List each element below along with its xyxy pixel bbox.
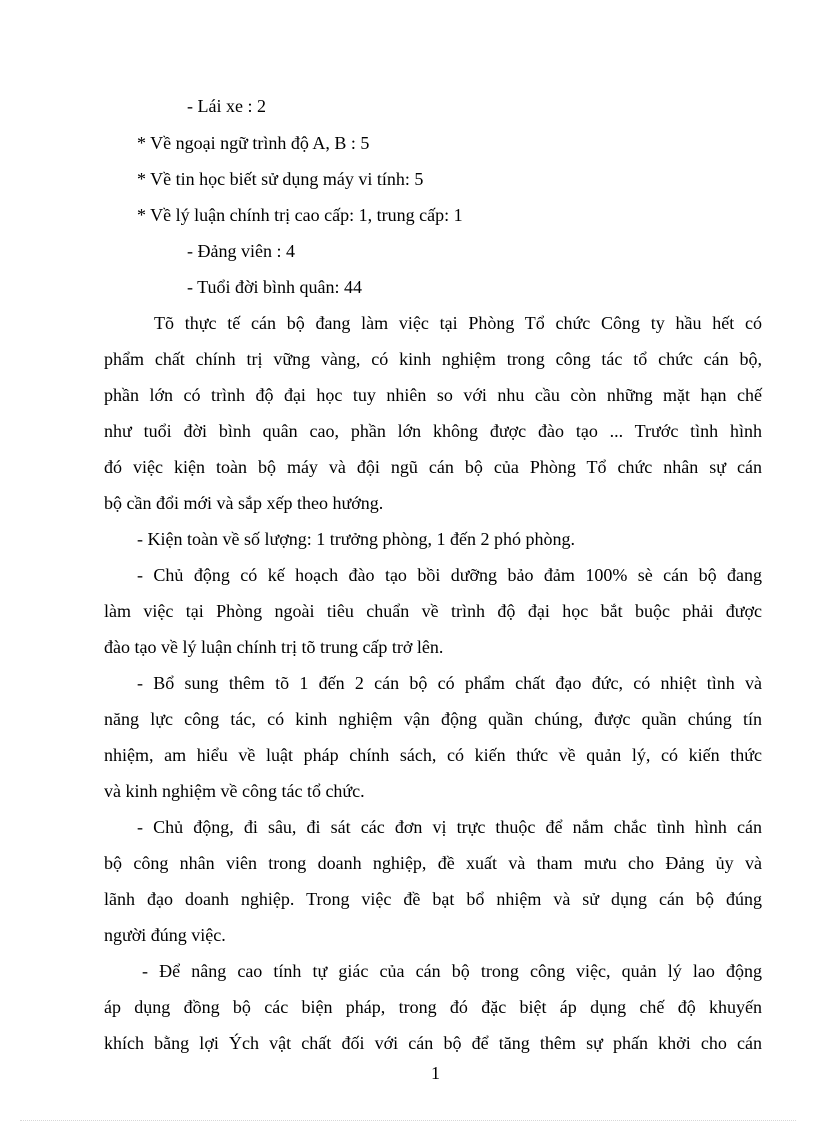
paragraph-line: - Chủ động có kế hoạch đào tạo bồi dưỡng bảo đảm 100% sè cán bộ đang	[137, 565, 762, 585]
paragraph-line: nhiệm, am hiểu về luật pháp chính sách, có kiến thức về quản lý, có kiến thức	[104, 745, 762, 765]
paragraph-line: bộ cần đổi mới và sắp xếp theo hướng.	[104, 493, 384, 513]
paragraph-line: - Kiện toàn về số lượng: 1 trưởng phòng, 1 đến 2 phó phòng.	[137, 529, 576, 549]
list-item-foreign-language: * Về ngoại ngữ trình độ A, B : 5	[137, 133, 370, 153]
paragraph-line: - Chủ động, đi sâu, đi sát các đơn vị trực thuộc để nắm chắc tình hình cán	[137, 817, 762, 837]
paragraph-line: Tõ thực tế cán bộ đang làm việc tại Phòng Tổ chức Công ty hầu hết có	[154, 313, 762, 333]
paragraph-line: đào tạo về lý luận chính trị tõ trung cấp trở lên.	[104, 637, 444, 657]
paragraph-line: áp dụng đồng bộ các biện pháp, trong đó đặc biệt áp dụng chế độ khuyến	[104, 997, 762, 1017]
paragraph-line: người đúng việc.	[104, 925, 226, 945]
list-item-computer-skills: * Về tin học biết sử dụng máy vi tính: 5	[137, 169, 424, 189]
paragraph-line: đó việc kiện toàn bộ máy và đội ngũ cán bộ của Phòng Tổ chức nhân sự cán	[104, 457, 762, 477]
paragraph-line: phần lớn có trình độ đại học tuy nhiên so với nhu cầu còn những mặt hạn chế	[104, 385, 762, 405]
paragraph-line: phẩm chất chính trị vững vàng, có kinh nghiệm trong công tác tổ chức cán bộ,	[104, 349, 762, 369]
paragraph-line: - Để nâng cao tính tự giác của cán bộ trong công việc, quản lý lao động	[142, 961, 762, 981]
list-item-party-members: - Đảng viên : 4	[187, 241, 295, 261]
paragraph-line: lãnh đạo doanh nghiệp. Trong việc đề bạt bổ nhiệm và sử dụng cán bộ đúng	[104, 889, 762, 909]
paragraph-line: - Bổ sung thêm tõ 1 đến 2 cán bộ có phẩm chất đạo đức, có nhiệt tình và	[137, 673, 762, 693]
paragraph-line: và kinh nghiệm về công tác tổ chức.	[104, 781, 365, 801]
page-number: 1	[431, 1063, 440, 1083]
paragraph-line: năng lực công tác, có kinh nghiệm vận động quần chúng, được quần chúng tín	[104, 709, 762, 729]
list-item-political-theory: * Về lý luận chính trị cao cấp: 1, trung cấp: 1	[137, 205, 463, 225]
paragraph-line: khích bằng lợi Ých vật chất đối với cán bộ để tăng thêm sự phấn khởi cho cán	[104, 1033, 762, 1053]
page-bottom-rule	[20, 1120, 796, 1121]
paragraph-line: bộ công nhân viên trong doanh nghiệp, đề xuất và tham mưu cho Đảng ủy và	[104, 853, 762, 873]
list-item-average-age: - Tuổi đời bình quân: 44	[187, 277, 363, 297]
paragraph-line: như tuổi đời bình quân cao, phần lớn không được đào tạo ... Trước tình hình	[104, 421, 762, 441]
list-item-driver: - Lái xe : 2	[187, 96, 266, 116]
paragraph-line: làm việc tại Phòng ngoài tiêu chuẩn về trình độ đại học bắt buộc phải được	[104, 601, 762, 621]
